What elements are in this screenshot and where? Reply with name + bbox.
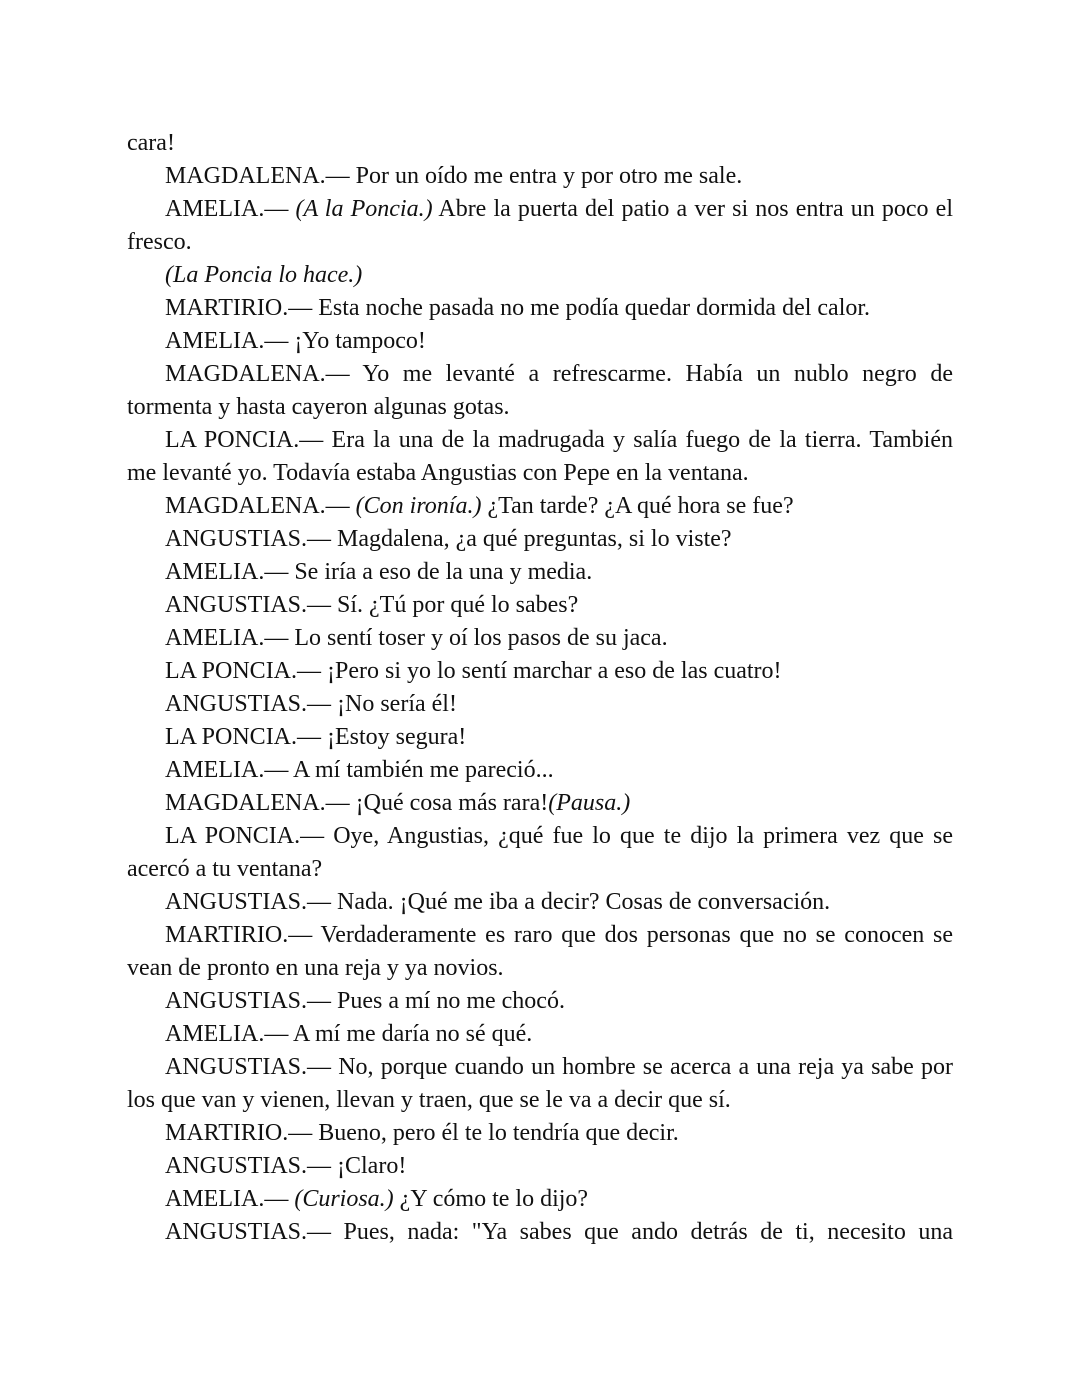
stage-direction: (Pausa.) [548, 790, 631, 816]
dialogue-text: LA PONCIA.— ¡Estoy segura! [165, 724, 467, 750]
dialogue-text: ¿Tan tarde? ¿A qué hora se fue? [481, 493, 794, 519]
dialogue-text: AMELIA.— A mí me daría no sé qué. [165, 1021, 533, 1047]
dialogue-paragraph [127, 127, 953, 160]
dialogue-paragraph [127, 655, 953, 688]
dialogue-text: AMELIA.— ¡Yo tampoco! [165, 328, 426, 354]
dialogue-text: ANGUSTIAS.— ¡Claro! [165, 1153, 407, 1179]
dialogue-paragraph [127, 820, 953, 886]
dialogue-text: MARTIRIO.— Esta noche pasada no me podía quedar dormida del calor. [165, 295, 871, 321]
dialogue-text: AMELIA.— A mí también me pareció... [165, 757, 554, 783]
dialogue-paragraph [127, 1051, 953, 1117]
dialogue-text: Abre la puerta del patio a ver si nos entra un poco el fresco. [127, 196, 954, 255]
dialogue-text: ANGUSTIAS.— Nada. ¡Qué me iba a decir? Cosas de conversación. [165, 889, 831, 915]
stage-direction: (Curiosa.) [294, 1186, 394, 1212]
dialogue-paragraph [127, 325, 953, 358]
dialogue-paragraph [127, 754, 953, 787]
dialogue-paragraph [127, 886, 953, 919]
dialogue-text: AMELIA.— Se iría a eso de la una y media. [165, 559, 593, 585]
dialogue-text: ANGUSTIAS.— ¡No sería él! [165, 691, 457, 717]
dialogue-text: ¿Y cómo te lo dijo? [393, 1186, 589, 1212]
dialogue-paragraph [127, 160, 953, 193]
dialogue-paragraph [127, 721, 953, 754]
dialogue-text: MAGDALENA.— [165, 493, 356, 519]
dialogue-paragraph [127, 490, 953, 523]
dialogue-text: ANGUSTIAS.— Sí. ¿Tú por qué lo sabes? [165, 592, 579, 618]
dialogue-paragraph [127, 523, 953, 556]
dialogue-text: AMELIA.— Lo sentí toser y oí los pasos de su jaca. [165, 625, 668, 651]
dialogue-paragraph [127, 1183, 953, 1216]
dialogue-paragraph [127, 919, 953, 985]
dialogue-text: ANGUSTIAS.— Pues, nada: "Ya sabes que ando detrás de ti, necesito una [165, 1219, 953, 1245]
stage-direction: (Con ironía.) [355, 493, 482, 519]
dialogue-paragraph [127, 1150, 953, 1183]
dialogue-paragraph [127, 1216, 953, 1249]
dialogue-paragraph [127, 358, 953, 424]
dialogue-text: AMELIA.— [165, 196, 296, 222]
dialogue-paragraph [127, 424, 953, 490]
dialogue-paragraph [127, 688, 953, 721]
dialogue-paragraph [127, 259, 953, 292]
dialogue-paragraph [127, 622, 953, 655]
document-page [127, 127, 953, 1249]
dialogue-text: LA PONCIA.— ¡Pero si yo lo sentí marchar a eso de las cuatro! [165, 658, 782, 684]
dialogue-text: LA PONCIA.— Oye, Angustias, ¿qué fue lo que te dijo la primera vez que se acercó a tu ventana? [127, 823, 953, 882]
dialogue-text: AMELIA.— [165, 1186, 295, 1212]
dialogue-paragraph [127, 589, 953, 622]
dialogue-paragraph [127, 1018, 953, 1051]
dialogue-text: LA PONCIA.— Era la una de la madrugada y salía fuego de la tierra. También me levanté yo. Todavía estaba Angustias con Pepe en la ventana. [127, 427, 953, 486]
dialogue-text: ANGUSTIAS.— Pues a mí no me chocó. [165, 988, 565, 1014]
dialogue-text: MARTIRIO.— Verdaderamente es raro que dos personas que no se conocen se vean de pronto en una reja y ya novios. [127, 922, 953, 981]
dialogue-text: MAGDALENA.— ¡Qué cosa más rara! [165, 790, 549, 816]
dialogue-paragraph [127, 556, 953, 589]
dialogue-paragraph [127, 985, 953, 1018]
dialogue-paragraph [127, 193, 953, 259]
dialogue-paragraph [127, 787, 953, 820]
dialogue-text: ANGUSTIAS.— Magdalena, ¿a qué preguntas, si lo viste? [165, 526, 732, 552]
dialogue-text: ANGUSTIAS.— No, porque cuando un hombre se acerca a una reja ya sabe por los que van y vienen, llevan y traen, que se le va a decir que sí. [127, 1054, 953, 1113]
dialogue-paragraph [127, 1117, 953, 1150]
dialogue-text: MAGDALENA.— Por un oído me entra y por otro me sale. [165, 163, 743, 189]
dialogue-text: MAGDALENA.— Yo me levanté a refrescarme. Había un nublo negro de tormenta y hasta cayeron algunas gotas. [127, 361, 953, 420]
stage-direction: (La Poncia lo hace.) [165, 262, 363, 288]
dialogue-paragraph [127, 292, 953, 325]
dialogue-text: MARTIRIO.— Bueno, pero él te lo tendría que decir. [165, 1120, 679, 1146]
stage-direction: (A la Poncia.) [295, 196, 433, 222]
dialogue-text: cara! [127, 130, 175, 156]
